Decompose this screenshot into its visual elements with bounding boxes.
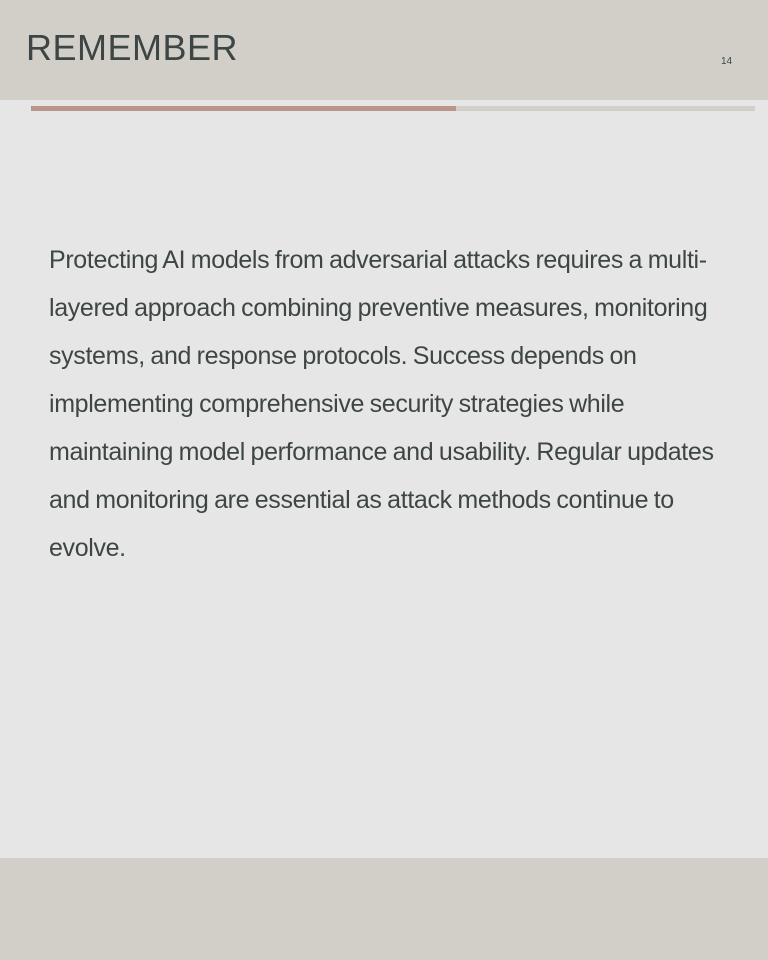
- slide-header: [0, 0, 768, 100]
- progress-bar-fill: [31, 106, 456, 111]
- page-number: 14: [721, 56, 733, 67]
- slide-title: REMEMBER: [26, 27, 239, 68]
- body-text: Protecting AI models from adversarial attacks requires a multi-layered approach combining preventive measures, monitoring systems, and response protocols. Success depends on implementing comprehensive security strategies while maintaining model performance and usability. Regular updates and monitoring are essential as attack methods continue to evolve.: [49, 246, 714, 562]
- progress-bar: [31, 106, 755, 111]
- slide-footer: [0, 858, 768, 960]
